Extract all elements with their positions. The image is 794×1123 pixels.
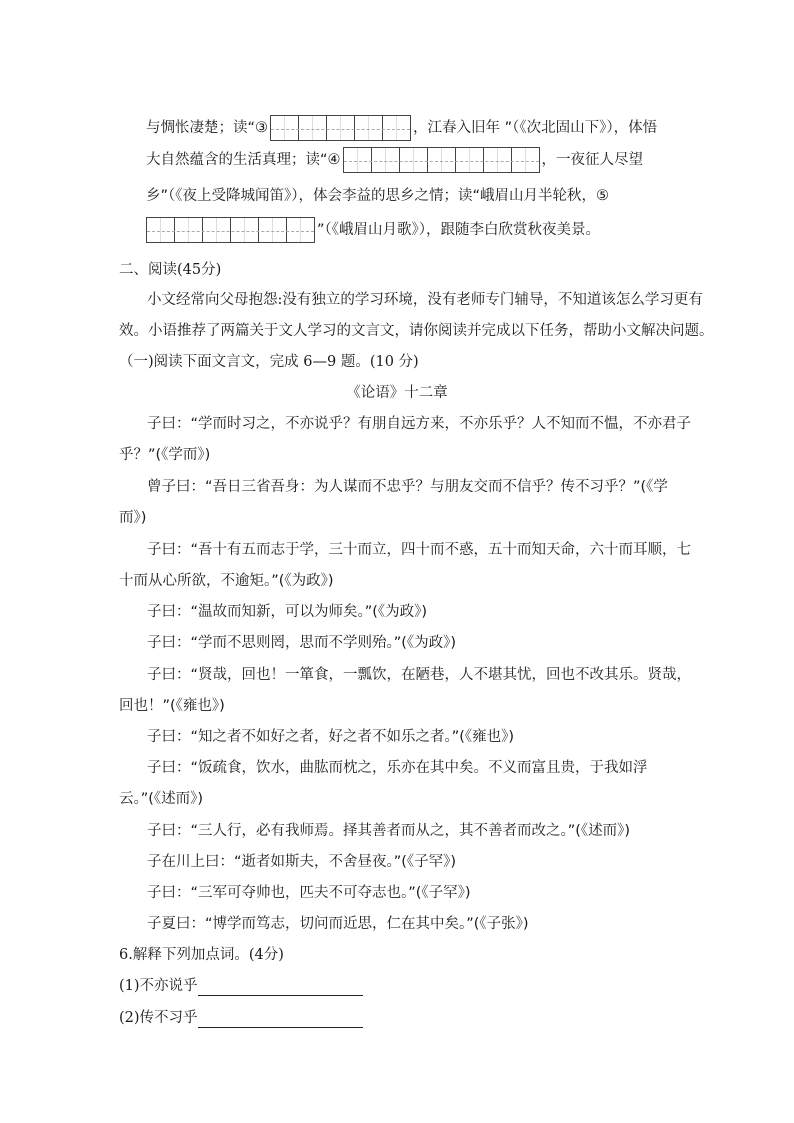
text: 乡”（《夜上受降城闻笛》），体会李益的思乡之情；读“峨眉山月半轮秋，⑤ [146,188,610,204]
text: 与惆怅凄楚；读“③ [146,120,269,136]
quote-9: 子曰：“三人行，必有我师焉。择其善者而从之，其不善者而改之。”(《述而》) [147,823,631,839]
answer-blank-2[interactable] [198,1011,363,1028]
quote-6a: 子曰：“贤哉，回也！一箪食，一瓢饮，在陋巷，人不堪其忧，回也不改其乐。贤哉， [147,667,692,683]
quote-8b: 云。”(《述而》) [119,791,204,807]
answer-grid-4[interactable] [343,147,540,173]
quote-7: 子曰：“知之者不如好之者，好之者不如乐之者。”(《雍也》) [147,729,515,745]
intro-line-2: 效。小语推荐了两篇关于文人学习的文言文，请你阅读并完成以下任务，帮助小文解决问题。 [119,323,714,339]
item-label: (2)传不习乎 [119,1010,198,1026]
quote-2a: 曾子曰：“吾日三省吾身：为人谋而不忠乎？与朋友交而不信乎？传不习乎？”(《学 [147,479,668,495]
question-6-item-2 [119,1008,363,1028]
quote-1a: 子曰：“学而时习之，不亦说乎？有朋自远方来，不亦乐乎？人不知而不愠，不亦君子 [147,416,692,432]
poem-fill-line-3 [146,186,609,206]
answer-blank-1[interactable] [198,979,363,996]
sub-heading: （一)阅读下面文言文，完成 6—9 题。(10 分) [119,354,419,370]
quote-1b: 乎？”(《学而》) [119,447,211,463]
text: ，江春入旧年 ”（《次北固山下》），体悟 [413,120,658,136]
quote-4: 子曰：“温故而知新，可以为师矣。”(《为政》) [147,604,428,620]
poem-fill-line-4 [146,217,600,243]
text: ，一夜征人尽望 [541,152,644,168]
question-6-title: 6.解释下列加点词。(4分) [119,947,284,963]
quote-3b: 十而从心所欲，不逾矩。”(《为政》) [119,573,334,589]
quote-2b: 而》) [119,510,147,526]
quote-11: 子曰：“三军可夺帅也，匹夫不可夺志也。”(《子罕》) [147,885,471,901]
article-title: 《论语》十二章 [346,385,448,401]
section-title: 二、阅读(45分) [119,262,222,278]
quote-12: 子夏曰：“博学而笃志，切问而近思，仁在其中矣。”(《子张》) [147,916,529,932]
quote-3a: 子曰：“吾十有五而志于学，三十而立，四十而不惑，五十而知天命，六十而耳顺，七 [147,542,692,558]
text: ”（《峨眉山月歌》），跟随李白欣赏秋夜美景。 [317,222,601,238]
quote-10: 子在川上曰：“逝者如斯夫，不舍昼夜。”(《子罕》) [147,854,457,870]
intro-line-1: 小文经常向父母抱怨:没有独立的学习环境，没有老师专门辅导，不知道该怎么学习更有 [147,292,703,308]
quote-5: 子曰：“学而不思则罔，思而不学则殆。”(《为政》) [147,635,457,651]
poem-fill-line-2 [146,147,643,173]
answer-grid-3[interactable] [270,115,411,141]
question-6-item-1 [119,976,363,996]
item-label: (1)不亦说乎 [119,978,198,994]
text: 大自然蕴含的生活真理；读“④ [146,152,341,168]
poem-fill-line-1 [146,115,657,141]
answer-grid-5[interactable] [146,217,315,243]
quote-8a: 子曰：“饭疏食，饮水，曲肱而枕之，乐亦在其中矣。不义而富且贵，于我如浮 [147,760,648,776]
quote-6b: 回也！”(《雍也》) [119,698,225,714]
